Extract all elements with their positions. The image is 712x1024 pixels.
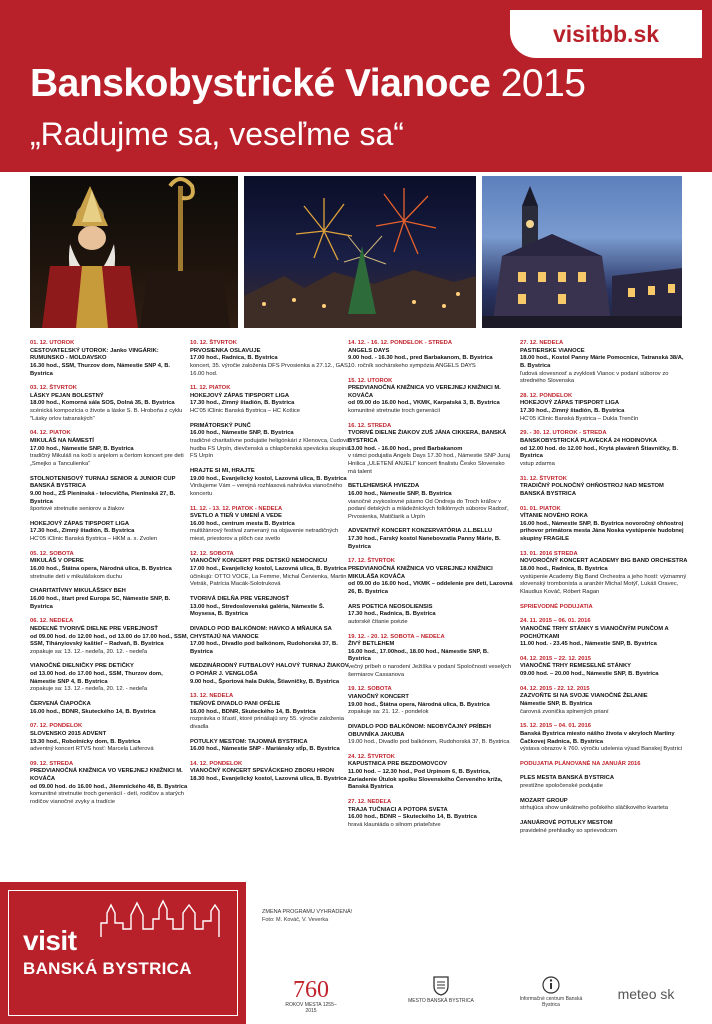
event-venue: 16.00 hod., BDNR, Skuteckého 14, B. Bystrica	[30, 708, 156, 715]
event-item	[520, 476, 690, 499]
title-year: 2015	[500, 62, 586, 105]
event-item	[520, 686, 690, 717]
event-item	[30, 476, 190, 514]
event-title: ŽIVÝ BETLEHEM	[348, 641, 395, 648]
event-title: DIVADLO POD BALKÓNOM: HAVKO A MŇAUKA SA CHYSTAJÚ NA VIANOCE	[190, 625, 332, 640]
event-item	[190, 468, 350, 499]
event-date: 03. 12. ŠTVRTOK	[30, 385, 77, 392]
event-item	[30, 521, 190, 544]
event-title: ARS POETICA NEOSOLIENSIS	[348, 603, 433, 610]
credits	[262, 908, 352, 925]
event-venue: 19.30 hod., Robotnícky dom, B. Bystrica	[30, 738, 141, 745]
event-title: MEDZINÁRODNÝ FUTBALOVÝ HALOVÝ TURNAJ ŽIAKOV O POHÁR J. VENGLOŠA	[190, 663, 349, 678]
logo-760	[276, 978, 346, 1014]
sponsor-footer	[246, 972, 712, 1024]
event-title: VIANOČNÉ TRHY STÁNKY S VIANOČNÝM PUNČOM A POCHÚTKAMI	[520, 625, 669, 640]
event-date: 19. 12. SOBOTA	[348, 686, 392, 693]
event-venue: 17.30 hod., Radnica, B. Bystrica	[348, 611, 436, 618]
event-description: čarovná zvonička splnených prianí	[520, 708, 609, 715]
event-description: účinkujú: OTTO VOCE, La Femme, Michal Červienka, Martin Vetrák, Patrícia Macák-Solotruková	[190, 573, 347, 588]
event-description: strhujúca show unikátneho poľského sláčikového kvarteta	[520, 805, 668, 812]
event-title: BETLEHEMSKÁ HVIEZDA	[348, 483, 420, 490]
event-date: 11. 12. - 13. 12. PIATOK - NEDEĽA	[190, 505, 283, 512]
event-item	[520, 820, 690, 835]
event-venue: Námestie SNP, B. Bystrica	[520, 700, 593, 707]
event-venue: 17.00 hod., Námestie SNP, B. Bystrica	[30, 445, 134, 452]
event-title: HOKEJOVÝ ZÁPAS TIPSPORT LIGA	[190, 392, 290, 399]
event-date: 04. 12. 2015 – 22. 12. 2015	[520, 655, 591, 662]
site-url[interactable]: visitbb.sk	[552, 20, 660, 47]
event-description: zopakuje sa: 13. 12.- nedeľa, 20. 12. - nedeľa	[30, 686, 148, 693]
event-title: VIANOČNÝ KONCERT SPEVÁCKEHO ZBORU HRON	[190, 768, 334, 775]
event-title: PREDVIANOČNÁ KNIŽNICA VO VEREJNEJ KNIŽNICI M. KOVÁČA	[30, 768, 183, 783]
event-item	[520, 551, 690, 597]
event-item	[190, 626, 350, 657]
event-item	[348, 340, 513, 371]
event-item	[30, 551, 190, 582]
event-date: 31. 12. ŠTVRTOK	[520, 475, 567, 482]
event-date: 04. 12. PIATOK	[30, 430, 71, 437]
event-title: POTULKY MESTOM: TAJOMNÁ BYSTRICA	[190, 738, 308, 745]
logo-info-text: Informačné centrum Banská Bystrica	[519, 996, 583, 1008]
event-description: Vinšujeme Vám – verejná rozhlasová nahrávka vianočného koncertu	[190, 483, 343, 497]
event-date: 12. 12. SOBOTA	[190, 550, 234, 557]
event-title: HRAJTE SI MI, HRAJTE	[190, 467, 255, 474]
event-title: TVORIVÁ DIELŇA PRE VEREJNOSŤ	[190, 595, 289, 602]
event-item	[520, 775, 690, 790]
event-date: 13. 01. 2016 STREDA	[520, 550, 578, 557]
event-description: tradičný Mikuláš na koči s anjelom a čertom koncert pre deti „Smejko a Tanculienka“	[30, 453, 184, 467]
event-venue: od 12.00 hod. do 12.00 hod., Krytá plaváreň Štiavničky, B. Bystrica	[520, 445, 679, 460]
event-venue: 18.00 hod., Komorná sála SOS, Dolná 35, B. Bystrica	[30, 400, 175, 407]
event-title: BANSKOBYSTRICKÁ PLAVECKÁ 24 HODINOVKA	[520, 438, 658, 445]
event-date: 09. 12. STREDA	[30, 760, 74, 767]
logo-mesto-text: MESTO BANSKÁ BYSTRICA	[408, 998, 474, 1004]
event-title: TVORIVÉ DIELNE ŽIAKOV ZUŠ JÁNA CIKKERA, BANSKÁ BYSTRICA	[348, 430, 507, 445]
event-title: SLOVENSKO 2015 ADVENT	[30, 730, 107, 737]
event-item	[190, 596, 350, 619]
event-date: 15. 12. 2015 – 04. 01. 2016	[520, 723, 591, 730]
event-title: KAPUSTNICA PRE BEZDOMOVCOV	[348, 761, 447, 768]
event-venue: 17.30 hod., Zimný štadión, B. Bystrica	[190, 400, 295, 407]
event-description: koncert, 35. výročie založenia DFS Prvosienka a 27.12., GAS, 16.00 hod.	[190, 362, 350, 377]
event-venue: 16.00 hod., Námestie SNP, B. Bystrica novoročný ohňostroj prihovor primátora mesta Jána Noska vystúpenie hudobnej skupiny FRAGILE	[520, 520, 684, 543]
event-venue: 16.00 hod., 17.00hod., 18.00 hod., Námestie SNP, B. Bystrica	[348, 648, 489, 663]
event-title: NEDEĽNÉ TVORIVÉ DIELNE PRE VEREJNOSŤ	[30, 625, 158, 632]
event-venue: 18.00 hod., Kostol Panny Márie Pomocnice, Tatranská 38/A, B. Bystrica	[520, 355, 684, 369]
event-date: 16. 12. STREDA	[348, 422, 392, 429]
event-title: MIKULÁŠ V OPERE	[30, 558, 84, 565]
event-description: komunitné stretnutie troch generácií	[348, 408, 441, 415]
event-item	[348, 378, 513, 416]
program-change-note: ZMENA PROGRAMU VYHRADENÁ!	[262, 909, 353, 915]
event-description: pravidelné prehliadky so sprievodcom	[520, 827, 617, 834]
event-item	[348, 634, 513, 680]
event-title: NOVOROČNÝ KONCERT ACADEMY BIG BAND ORCHESTRA	[520, 558, 688, 565]
event-description: HC'05 iClinic Banská Bystrica – Dukla Trenčín	[520, 415, 639, 422]
event-venue: od 09.00 do 16.00 hod., VKMK – oddelenie pre deti, Lazovná 26, B. Bystrica	[348, 581, 513, 595]
event-description: multižánrový festival zameraný na objavenie netradičných miest, priestorov a plôch cez svetlo	[190, 528, 339, 543]
event-item	[520, 340, 690, 386]
logo-info-center	[516, 976, 586, 1008]
event-title: DIVADLO POD BALKÓNOM: NEOBYČAJNÝ PRÍBEH OBUVNÍKA JAKUBA	[348, 723, 491, 738]
photo-saint-nicholas	[30, 176, 238, 328]
logo-760-caption: ROKOV MESTA 1255–2015	[285, 1002, 337, 1014]
event-item	[190, 340, 350, 378]
event-venue: 19.00 hod., Štátna opera, Národná ulica, B. Bystrica	[348, 701, 490, 708]
event-item	[30, 430, 190, 468]
event-description: vstup zdarma	[520, 460, 555, 467]
event-venue: 13.00 hod., Stredoslovenská galéria, Námestie Š. Moysesa, B. Bystrica	[190, 603, 325, 618]
event-date: 04. 12. 2015 - 22. 12. 2015	[520, 685, 590, 692]
event-venue: 18.00 hod., Radnica, B. Bystrica	[520, 566, 608, 573]
event-venue: 18.30 hod., Evanjelický kostol, Lazovná ulica, B. Bystrica	[190, 776, 347, 783]
event-title: PRVOSIENKA OSLAVUJE	[190, 347, 261, 354]
event-description: vystúpenie Academy Big Band Orchestra a jeho hostí: významný slovenský trombonista a aranžér Michal Motýľ, Lukáš Oravec, Klaudius Kováč, Róbert Ragan	[520, 573, 687, 595]
event-venue: 16.00 hod., centrum mesta B. Bystrica	[190, 520, 295, 527]
section-heading: PODUJATIA PLÁNOVANÉ NA JANUÁR 2016	[520, 760, 641, 767]
event-title: VIANOČNÝ KONCERT	[348, 693, 409, 700]
event-description: HC'05 iClinic Banská Bystrica – HKM a. s. Zvolen	[30, 536, 158, 543]
event-venue: 9.00 hod., Športová hala Dukla, Štiavničky, B. Bystrica	[190, 678, 340, 685]
event-title: ZAZVOŇTE SI NA SVOJE VIANOČNÉ ŽELANIE	[520, 693, 648, 700]
event-description: komunitné stretnutie troch generácií - detí, rodičov a starých rodičov vianočné zvyky a tradície	[30, 791, 185, 806]
program-column-3	[348, 340, 513, 837]
event-item	[520, 618, 690, 649]
event-item	[190, 506, 350, 544]
event-item	[520, 723, 690, 754]
event-venue: 16.00 hod., BDNR – Skuteckého 14, B. Bystrica	[348, 814, 477, 821]
event-item	[30, 385, 190, 423]
event-date: 14. 12. - 16. 12. PONDELOK - STREDA	[348, 340, 453, 346]
event-venue: 17.30 hod., Zimný štadión, B. Bystrica	[520, 408, 625, 415]
city-coat-of-arms-icon	[433, 976, 449, 996]
event-item	[348, 483, 513, 521]
info-icon	[542, 976, 560, 994]
event-venue: 16.00 hod., BDNR, Skuteckého 14, B. Bystrica	[190, 708, 316, 715]
event-item	[30, 588, 190, 611]
event-title: CHARITATÍVNY MIKULÁŠSKY BEH	[30, 588, 126, 595]
event-title: TRAJA TUČNIACI A POTOPA SVETA	[348, 806, 448, 813]
logo-visit-text: visit	[23, 925, 77, 956]
title-main: Banskobystrické Vianoce	[30, 62, 491, 105]
event-venue: Banská Bystrica miesto nášho života v akryloch Martiny Čačkovej Radnica, B. Bystrica	[520, 730, 675, 745]
event-title: MOZART GROUP	[520, 797, 568, 804]
event-date: 19. 12. - 20. 12. SOBOTA – NEDEĽA	[348, 633, 445, 640]
event-description: stretnutie detí v mikulášskom duchu	[30, 573, 123, 580]
event-venue: od 09.00 do 16.00 hod., VKMK, Karpatská 3, B. Bystrica	[348, 400, 500, 407]
event-item	[30, 340, 190, 378]
event-description: 19.00 hod., Divadlo pod balkónom, Rudohorská 37, B. Bystrica	[348, 739, 510, 746]
photo-fireworks	[244, 176, 476, 328]
site-url-tab[interactable]	[510, 10, 702, 58]
event-item	[348, 754, 513, 792]
event-title: ADVENTNÝ KONCERT KONZERVATÓRIA J.L.BELLU	[348, 528, 493, 535]
logo-760-number: 760	[293, 977, 329, 1003]
event-title: VIANOČNÉ TRHY REMESELNÉ STÁNKY	[520, 663, 632, 670]
event-title: HOKEJOVÝ ZÁPAS TIPSPORT LIGA	[30, 520, 130, 527]
event-date: 15. 12. UTOROK	[348, 377, 393, 384]
event-date: 10. 12. ŠTVRTOK	[190, 340, 237, 346]
event-date: 14. 12. PONDELOK	[190, 760, 243, 767]
photo-strip	[0, 172, 712, 332]
event-description: zopakuje sa: 21. 12. - pondelok	[348, 709, 429, 716]
event-venue: 17.00 hod., Radnica, B. Bystrica	[190, 355, 278, 362]
event-date: 28. 12. PONDELOK	[520, 392, 573, 399]
event-venue: od 13.00 hod. do 17.00 hod., SSM, Thurzov dom, Námestie SNP 4, B. Bystrica	[30, 671, 163, 685]
event-item	[190, 551, 350, 589]
event-item	[520, 430, 690, 468]
event-item	[30, 761, 190, 807]
event-description: ľudová slovesnosť a zvyklosti Vianoc v podaní súborov zo stredného Slovenska	[520, 370, 669, 385]
event-date: 05. 12. SOBOTA	[30, 550, 74, 557]
header-banner	[0, 0, 712, 172]
event-item	[190, 385, 350, 416]
event-item	[30, 701, 190, 716]
event-venue: 16.00 hod., Námestie SNP - Mariánsky stĺp, B. Bystrica	[190, 746, 340, 753]
event-venue: 16.00 hod., Námestie SNP, B. Bystrica	[348, 490, 452, 497]
event-venue: 13.00 hod. - 16.00 hod., pred Barbakanom	[348, 445, 463, 452]
event-item	[520, 798, 690, 813]
event-description: večný príbeh o narodení Ježiška v podaní Spoločnosti veselých šermiarov Cassanova	[348, 664, 512, 678]
event-item	[30, 618, 190, 656]
event-description: výstava obrazov k 760. výročiu udelenia výsad Banskej Bystrici	[520, 746, 683, 753]
event-title: TIEŇOVÉ DIVADLO PANI OFÉLIE	[190, 700, 281, 707]
program-column-2	[190, 340, 350, 791]
event-title: MIKULÁŠ NA NÁMESTÍ	[30, 438, 94, 445]
event-description: hravá klauniáda o silnom priateľstve	[348, 821, 441, 828]
event-title: VIANOČNÝ KONCERT PRE DETSKÚ NEMOCNICU	[190, 558, 328, 565]
event-title: LÁSKY PEJAN BOLESTNÝ	[30, 392, 104, 399]
event-title: ANGELS DAYS	[348, 347, 390, 354]
event-title: SVETLO A TIEŇ V UMENÍ A VEDE	[190, 513, 282, 520]
event-item	[190, 761, 350, 784]
event-description: scénická kompozícia o živote a láske S. B. Hroboňa z cyklu "Lásky orlov tatranských"	[30, 408, 183, 422]
event-date: 29. - 30. 12. UTOROK - STREDA	[520, 430, 607, 437]
event-venue: 9.00 hod. - 16.30 hod., pred Barbakanom, B. Bystrica	[348, 355, 493, 362]
page-title	[30, 62, 585, 106]
event-title: PRIMÁTORSKÝ PUNČ	[190, 422, 251, 429]
photo-credit: Foto: M. Kováč, V. Veverka	[262, 917, 329, 924]
event-venue: 11.00 hod. – 12.30 hod., Pod Urpínom 6, B. Bystrica, Zariadenie Útulok spolku Slovenského Červeného kríža, Banská Bystrica	[348, 769, 503, 791]
event-item	[348, 724, 513, 747]
program-column-1	[30, 340, 190, 814]
event-title: PREDVIANOČNÁ KNIŽNICA VO VEREJNEJ KNIŽNICI MIKULÁŠA KOVÁČA	[348, 566, 493, 580]
event-title: VIANOČNÉ DIELNIČKY PRE DETIČKY	[30, 663, 134, 670]
event-date: 24. 11. 2015 – 06. 01. 2016	[520, 618, 591, 625]
event-venue: 9.00 hod., ZŠ Pieninská - telocvičňa, Pieninská 27, B. Bystrica	[30, 490, 176, 505]
event-item	[348, 686, 513, 717]
event-item	[520, 656, 690, 679]
event-venue: 16.00 hod., štart pred Europa SC, Námestie SNP, B. Bystrica	[30, 595, 171, 610]
event-description: v rámci podujatia Angels Days 17.30 hod., Námestie SNP Juraj Hnilica „ULETENÍ ANJELI“ koncert finalistu Česko Slovensko má talent	[348, 453, 510, 475]
city-skyline-icon	[99, 899, 229, 939]
program-column-4	[520, 340, 690, 842]
event-description: športové stretnutie seniorov a žiakov	[30, 506, 125, 513]
event-venue: 17.30 hod., Farský kostol Nanebovzatia Panny Márie, B. Bystrica	[348, 536, 501, 550]
event-venue: 11.00 hod. - 23.45 hod., Námestie SNP, B. Bystrica	[520, 641, 657, 648]
event-item	[30, 663, 190, 694]
event-date: 01. 12. UTOROK	[30, 340, 75, 346]
event-item	[520, 393, 690, 424]
event-title: PASTIERSKE VIANOCE	[520, 347, 585, 354]
event-title: PREDVIANOČNÁ KNIŽNICA VO VEREJNEJ KNIŽNICI M. KOVÁČA	[348, 385, 501, 399]
event-venue: 19.00 hod., Evanjelický kostol, Lazovná ulica, B. Bystrica	[190, 475, 347, 482]
logo-mesto	[396, 976, 486, 1004]
event-venue: 16.00 hod., Námestie SNP, B. Bystrica	[190, 430, 294, 437]
event-description: rozprávka o šťastí, ktoré prinášajú sny 55. výročie založenia divadla	[190, 716, 344, 730]
event-item	[190, 693, 350, 731]
event-item	[348, 528, 513, 551]
visit-banska-bystrica-logo	[0, 882, 246, 1024]
event-venue: 16.30 hod., SSM, Thurzov dom, Námestie SNP 4, B. Bystrica	[30, 362, 171, 377]
event-date: 27. 12. NEDEĽA	[520, 340, 564, 346]
event-date: 01. 01. PIATOK	[520, 505, 561, 512]
event-date: 24. 12. ŠTVRTOK	[348, 753, 395, 760]
event-item	[348, 558, 513, 596]
event-item	[348, 604, 513, 627]
event-description: prestížne spoločenské podujatie	[520, 783, 603, 790]
event-venue: 17.00 hod., Evanjelický kostol, Lazovná ulica, B. Bystrica	[190, 566, 347, 573]
page-subtitle: „Radujme sa, veseľme sa“	[30, 116, 404, 152]
event-item	[30, 723, 190, 754]
event-item	[190, 663, 350, 686]
event-item	[348, 423, 513, 476]
photo-clock-tower	[482, 176, 682, 328]
event-item	[190, 423, 350, 461]
logo-frame	[8, 890, 238, 1016]
event-date: 11. 12. PIATOK	[190, 385, 231, 392]
event-venue: 17.00 hod., Divadlo pod balkónom, Rudohorská 37, B. Bystrica	[190, 641, 338, 655]
event-date: 27. 12. NEDEĽA	[348, 799, 392, 806]
event-item	[190, 739, 350, 754]
logo-meteo: meteo sk	[617, 986, 675, 1002]
event-description: zopakuje sa: 13. 12.- nedeľa, 20. 12. - nedeľa	[30, 648, 148, 655]
event-item	[520, 506, 690, 544]
event-description: tradičné charitatívne podujatie heligónkári z Klenovca, Ľudová hudba FS Urpín, dievčenská a chlapčenská spevácka skupina FS Urpín	[190, 438, 350, 460]
event-title: PLES MESTA BANSKÁ BYSTRICA	[520, 775, 615, 782]
event-item	[348, 799, 513, 830]
event-date: 13. 12. NEDEĽA	[190, 693, 234, 700]
event-venue: od 09.00 hod. do 12.00 hod., od 13.00 do 17.00 hod., SSM, SSM, Tihányiovský kaštieľ – Radvaň, B. Bystrica	[30, 633, 189, 648]
event-venue: 09.00 hod. – 20.00 hod., Námestie SNP, B. Bystrica	[520, 671, 659, 678]
event-date: 06. 12. NEDEĽA	[30, 618, 74, 625]
event-description: 10. ročník sochárskeho sympózia ANGELS DAYS	[348, 362, 476, 369]
event-title: ČERVENÁ ČIAPOČKA	[30, 700, 91, 707]
event-description: autorské čítanie poézie	[348, 618, 408, 625]
event-title: VÍTANIE NOVÉHO ROKA	[520, 513, 588, 520]
event-title: CESTOVATEĽSKÝ UTOROK: Janko VINGÁRIK: RUMUNSKO - MOLDAVSKO	[30, 347, 159, 362]
event-title: HOKEJOVÝ ZÁPAS TIPSPORT LIGA	[520, 400, 620, 407]
event-description: HC'05 iClinic Banská Bystrica – HC Košice	[190, 408, 300, 415]
event-date: 07. 12. PONDELOK	[30, 723, 83, 730]
event-title: JANUÁROVÉ POTULKY MESTOM	[520, 820, 613, 827]
event-description: adventný koncert RTVS hosť: Marcela Laiferová	[30, 746, 154, 753]
event-date: 17. 12. ŠTVRTOK	[348, 558, 395, 565]
logo-city-text: BANSKÁ BYSTRICA	[23, 959, 192, 978]
event-venue: od 09.00 hod. do 16.00 hod., Jilemnického 48, B. Bystrica	[30, 783, 188, 790]
event-description: vianočné zvykoslovné pásmo Od Ondreja do Troch kráľov v podaní detských a mládežníckych folklórnych súborov Radosť, Prvosienka, Matičiarik a Urpín	[348, 498, 509, 520]
section-heading: SPRIEVODNÉ PODUJATIA	[520, 603, 593, 610]
event-venue: 17.30 hod., Zimný štadión, B. Bystrica	[30, 528, 135, 535]
event-title: STOLNOTENISOVÝ TURNAJ SENIOR & JUNIOR CUP BANSKÁ BYSTRICA	[30, 475, 176, 490]
event-venue: 16.00 hod., Štátna opera, Národná ulica, B. Bystrica	[30, 566, 172, 573]
event-title: TRADIČNÝ POLNOČNÝ OHŇOSTROJ NAD MESTOM BANSKÁ BYSTRICA	[520, 483, 664, 497]
